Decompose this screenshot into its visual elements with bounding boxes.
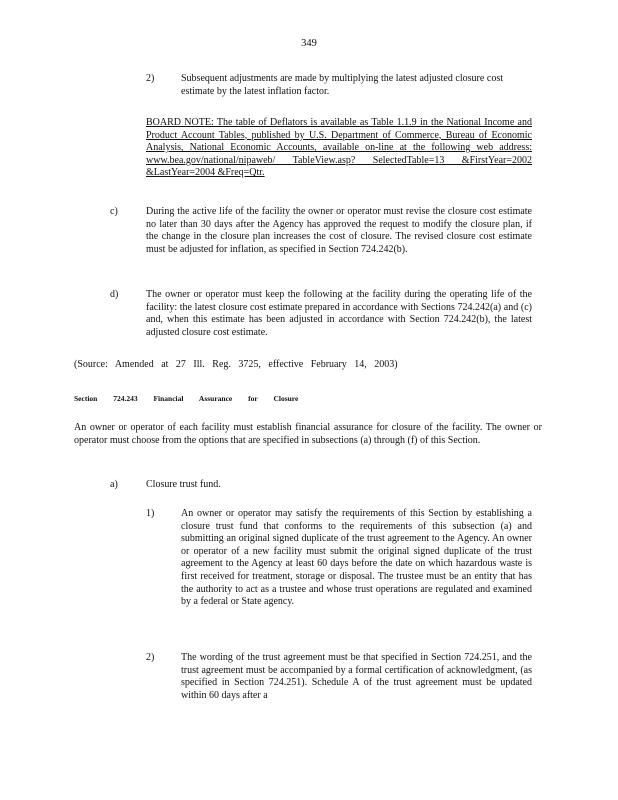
item-2-text: Subsequent adjustments are made by multiplying the latest adjusted closure cost estimate by the latest inflation factor. (181, 73, 503, 97)
page-number: 349 (301, 38, 317, 49)
sub-a-title: Closure trust fund. (146, 479, 221, 490)
item-d-text: The owner or operator must keep the following at the facility during the operating life of the facility: the latest closure cost estimate prepared in accordance with Sections 724.242(a) and (c) and, when this estimate has been adjusted in accordance with Section 724.242(b), the latest adjusted closure cost estimate. (146, 289, 532, 338)
source-note: (Source: Amended at 27 Ill. Reg. 3725, effective February 14, 2003) (74, 359, 398, 370)
intro-paragraph: An owner or operator of each facility must establish financial assurance for closure of the facility. The owner or operator must choose from the options that are specified in subsections (a) through (f) of this Section. (74, 422, 542, 446)
board-note: BOARD NOTE: The table of Deflators is available as Table 1.1.9 in the National Income and Product Account Tables, published by U.S. Department of Commerce, Bureau of Economic Analysis, National Economic Accounts, available on-line at the following web address: www.bea.gov/national/nipaweb/ TableView.asp? SelectedTable=13 &FirstYear=2002 &LastYear=2004 &Freq=Qtr. (146, 117, 532, 179)
sub-a-1-label: 1) (146, 508, 155, 519)
item-d-label: d) (110, 289, 119, 300)
item-2-label: 2) (146, 73, 155, 84)
item-c-text: During the active life of the facility the owner or operator must revise the closure cost estimate no later than 30 days after the Agency has approved the request to modify the closure plan, if the change in the closure plan increases the cost of closure. The revised closure cost estimate must be adjusted for inflation, as specified in Section 724.242(b). (146, 206, 532, 255)
sub-a-label: a) (110, 479, 118, 490)
sub-a-1-text: An owner or operator may satisfy the requirements of this Section by establishing a closure trust fund that conforms to the requirements of this subsection (a) and submitting an original signed duplicate of the trust agreement to the Agency. An owner or operator of a new facility must submit the original signed duplicate of the trust agreement to the Agency at least 60 days before the date on which hazardous waste is first received for treatment, storage or disposal. The trustee must be an entity that has the authority to act as a trustee and whose trust operations are regulated and examined by a federal or State agency. (181, 508, 532, 608)
item-c-label: c) (110, 206, 118, 217)
section-heading: Section 724.243 Financial Assurance for Closure (74, 394, 299, 403)
sub-a-2-label: 2) (146, 652, 155, 663)
sub-a-2-text: The wording of the trust agreement must be that specified in Section 724.251, and the trust agreement must be accompanied by a formal certification of acknowledgment, (as specified in Section 724.251). Schedule A of the trust agreement must be updated within 60 days after a (181, 652, 532, 701)
